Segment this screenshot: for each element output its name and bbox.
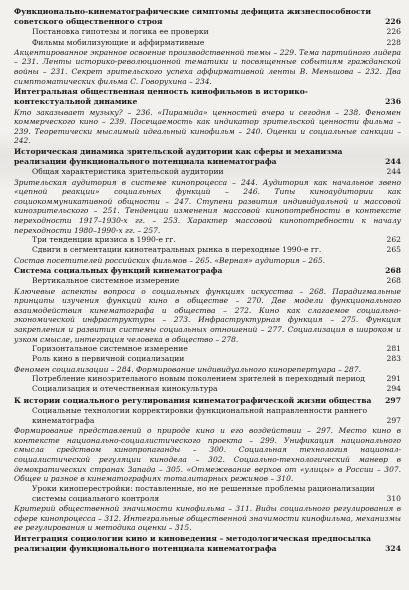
toc-page: 236	[385, 97, 401, 107]
toc-page: 324	[385, 544, 401, 554]
toc-page: 262	[386, 235, 401, 245]
toc-title: Интегральная общественная ценность кинофильмов в историко-контекстуальной динамике	[14, 87, 308, 107]
toc-section	[14, 396, 401, 406]
toc-section	[14, 87, 401, 107]
toc-title: Общая характеристика зрительской аудитории	[32, 167, 224, 177]
toc-section	[14, 7, 401, 27]
toc-title: Три тенденции кризиса в 1990-е гг.	[32, 235, 176, 245]
toc-page: 226	[385, 17, 401, 27]
toc-topics: Кто заказывает музыку? – 236. «Пирамида» ценностей вчера и сегодня – 238. Феномен коммерческого кино – 239. Посещаемость как индикатор зрительской ценности фильма – 239. Теоретически мыслимый идеальный кинофильм – 240. Оценки и социальные санкции – 242.	[14, 107, 401, 146]
toc-title: Система социальных функций кинематографа	[14, 266, 223, 276]
toc-topics: Ключевые аспекты вопроса о социальных функциях искусства – 268. Парадигмальные принципы изучения функций кино в обществе – 270. Две модели функционального взаимодействия кинематографа и общества – 272. Кино как слагаемое социально-экономической инфраструктуры – 273. Инфраструктурная функция – 275. Функция закрепления и развития системы социальных отношений – 277. Социализация в широком и узком смысле, интеграция человека в общество – 278.	[14, 286, 401, 344]
toc-page: 244	[386, 167, 401, 177]
toc-subsection	[14, 344, 401, 354]
toc-title: Вертикальное системное измерение	[32, 276, 180, 286]
toc-title: Историческая динамика зрительской аудитории как сферы и механизма реализации функционального потенциала кинематографа	[14, 146, 343, 167]
toc-page: 291	[386, 374, 401, 384]
toc-title: Постановка гипотезы и логика ее проверки	[32, 27, 209, 37]
toc-page: 294	[386, 384, 401, 394]
toc-topics: Акцентированное экранное освоение производственной темы – 229. Тема партийного лидера – 231. Ленты историко-революционной тематики и посвященные событиям гражданской войны – 231. Секрет зрительского успеха аффирмативной ленты В. Меньшова – 232. Два симптоматических фильма С. Говорухина – 234.	[14, 47, 401, 86]
toc-page: 244	[385, 157, 401, 167]
toc-topics: Состав посетителей российских фильмов – 265. «Верная» аудитория – 265.	[14, 255, 325, 265]
toc-title: Социальные технологии корректировки функциональной направленности раннего кинематографа	[32, 405, 368, 425]
toc-page: 297	[385, 395, 401, 405]
toc-subsection	[14, 167, 401, 177]
toc-subsection	[14, 245, 401, 255]
toc-title: Социализация и отечественная кинокультура	[32, 384, 218, 394]
toc-title: К истории социального регулирования кинематографической жизни общества	[14, 395, 372, 405]
toc-topics: Зрительская аудитория в системе кинопроцесса – 244. Аудитория как начальное звено «цепной реакции» социальных функций – 246. Типы киноаудитории как социокоммуникативной общности – 247. Ступени развития индивидуальной и массовой кинозрительского – 251. Тенденции изменения массовой кинопотребности в контексте переходности 1917–1930-х гг. – 253. Характер массовой кинопотребности к началу переходности 1980–1990-х гг. – 257.	[14, 177, 401, 235]
toc-section	[14, 266, 401, 276]
toc-subsection	[14, 38, 401, 48]
toc-page: 228	[386, 37, 401, 47]
toc-page: 268	[386, 276, 401, 286]
toc-page: 268	[385, 266, 401, 276]
toc-page: 265	[386, 245, 401, 255]
toc-title: Интеграция социологии кино и киноведения – методологическая предпосылка реализации функционального потенциала кинематографа	[14, 533, 371, 554]
toc-title: Горизонтальное системное измерение	[32, 344, 188, 354]
toc-title: Уроки киноперестройки: поставленные, но не решенные проблемы рационализации системы социального контроля	[32, 483, 375, 503]
toc-title: Фильмы мобилизующие и аффирмативные	[32, 37, 205, 47]
toc-section	[14, 534, 401, 554]
toc-page: 310	[386, 493, 401, 503]
toc-section	[14, 147, 401, 167]
toc-page: 297	[386, 415, 401, 425]
toc-topics: Критерий общественной значимости кинофильма – 311. Виды социального регулирования в сфере кинопроцесса – 312. Интегральные общественной значимости кинофильма, механизмы ее регулирования и методика оценки – 315.	[14, 504, 401, 533]
toc-page: 283	[386, 354, 401, 364]
toc-subsection	[14, 384, 401, 394]
toc-title: Потребление кинозрительного новым поколением зрителей в переходный период	[32, 374, 365, 384]
toc-subsection	[14, 406, 401, 426]
toc-topics: Феномен социализации – 284. Формирование индивидуального кинорепертуара – 287.	[14, 364, 361, 374]
toc-subsection	[14, 484, 401, 504]
toc-subsection	[14, 374, 401, 384]
toc-subsection	[14, 235, 401, 245]
toc-title: Сдвиги в сегментации кинотеатральных рынка в переходные 1990-е гг.	[32, 245, 322, 255]
toc-page: 226	[386, 27, 401, 37]
toc-page: 281	[386, 344, 401, 354]
toc-title: Роль кино в первичной социализации	[32, 354, 185, 364]
toc-subsection	[14, 27, 401, 37]
toc-subsection	[14, 354, 401, 364]
toc-subsection	[14, 276, 401, 286]
toc-title: Функционально-кинематографические симптомы дефицита жизнеспособности советского общественного строя	[14, 7, 371, 27]
toc-topics: Формирование представлений о природе кино и его воздействии – 297. Место кино в контексте национально-социалистического проекта – 299. Унификация национального смысла средством кинопропаганды – 300. Социальная технология национал-социалистической регуляции кинодела – 302. Социально-технологический маневр в демократических странах Запада – 305. «Отмежевание верхов от «улицы» в России – 307. Общее и разное в кинематографиях тоталитарных режимов – 310.	[14, 426, 401, 484]
